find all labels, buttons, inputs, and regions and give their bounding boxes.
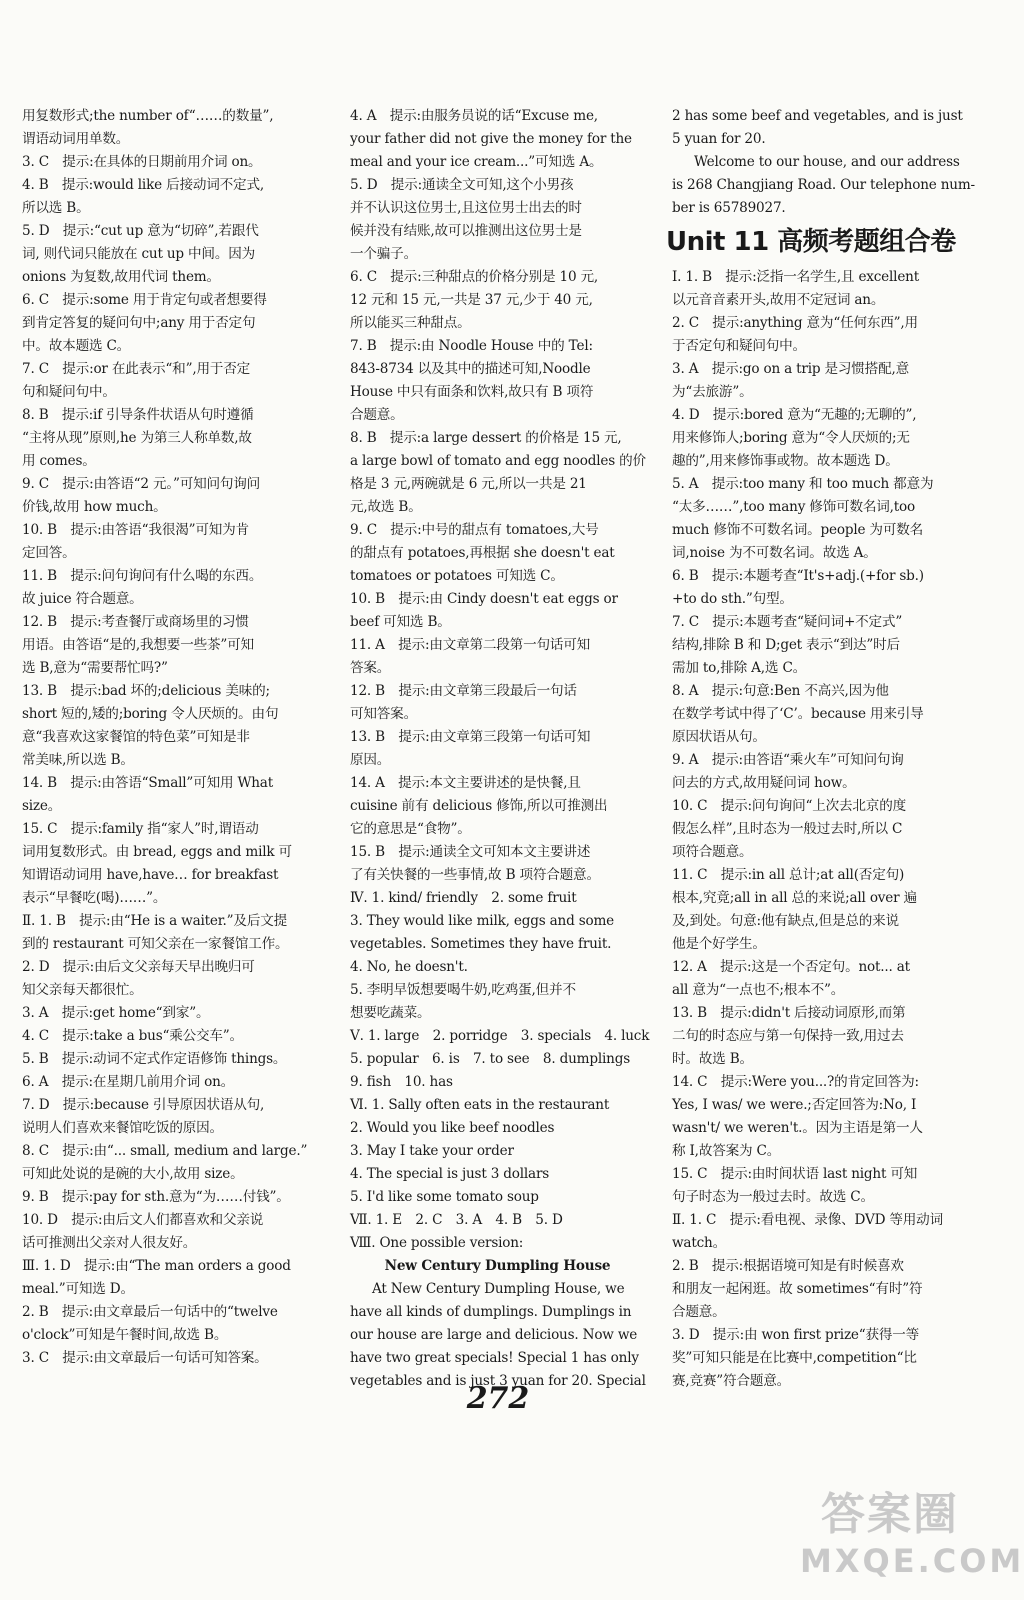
col3-line: 4. D 提示:bored 意为“无趣的;无聊的”, <box>672 407 917 423</box>
col3-line: 于否定句和疑问句中。 <box>672 338 806 354</box>
col1-line: meal.”可知选 D。 <box>22 1281 134 1297</box>
col1-line: 8. C 提示:由“... small, medium and large.” <box>22 1143 308 1159</box>
col1-line: 3. A 提示:get home“到家”。 <box>22 1005 210 1021</box>
col3-line: 问去的方式,故用疑问词 how。 <box>672 775 856 791</box>
col2-line: 3. They would like milk, eggs and some <box>350 913 614 929</box>
col3-line: 项符合题意。 <box>672 844 753 860</box>
col1-line: 9. C 提示:由答语“2 元。”可知问句询问 <box>22 476 261 492</box>
col2-line: 候并没有结账,故可以推测出这位男士是 <box>350 223 582 239</box>
essay-line: have two great specials! Special 1 has only <box>350 1350 639 1366</box>
col2-line: 4. The special is just 3 dollars <box>350 1166 550 1182</box>
watermark-logo <box>800 1488 1024 1588</box>
col2-line: 答案。 <box>350 660 391 676</box>
col2-line: 2. Would you like beef noodles <box>350 1120 555 1136</box>
col1-line: 用 comes。 <box>22 453 96 469</box>
col2-line: 10. B 提示:由 Cindy doesn't eat eggs or <box>350 591 618 607</box>
col1-line: 选 B,意为“需要帮忙吗?” <box>22 660 168 676</box>
col3-line: 及,到处。句意:他有缺点,但是总的来说 <box>672 913 899 929</box>
col1-line: 7. C 提示:or 在此表示“和”,用于否定 <box>22 361 251 377</box>
col1-line: 可知此处说的是碗的大小,故用 size。 <box>22 1166 244 1182</box>
col1-line: 故 juice 符合题意。 <box>22 591 143 607</box>
col2-line: 11. A 提示:由文章第二段第一句话可知 <box>350 637 591 653</box>
col1-line: 表示“早餐吃(喝)……”。 <box>22 890 167 906</box>
col3-line: 12. A 提示:这是一个否定句。not... at <box>672 959 910 975</box>
essay-line: 5 yuan for 20. <box>672 131 766 147</box>
col2-line: Ⅵ. 1. Sally often eats in the restaurant <box>350 1097 610 1113</box>
essay-line: 2 has some beef and vegetables, and is just <box>672 108 963 124</box>
col2-line: 5. 李明早饭想要喝牛奶,吃鸡蛋,但并不 <box>350 982 576 998</box>
col1-line: 6. C 提示:some 用于肯定句或者想要得 <box>22 292 267 308</box>
col1-line: 7. D 提示:because 引导原因状语从句, <box>22 1097 265 1113</box>
col2-line: beef 可知选 B。 <box>350 614 451 630</box>
col2-line: 了有关快餐的一些事情,故 B 项符合题意。 <box>350 867 600 883</box>
answer-column-right <box>666 105 976 1393</box>
col1-line: 2. B 提示:由文章最后一句话中的“twelve <box>22 1304 278 1320</box>
col3-line: 15. C 提示:由时间状语 last night 可知 <box>672 1166 918 1182</box>
col2-line: 原因。 <box>350 752 391 768</box>
col2-line: 13. B 提示:由文章第三段第一句话可知 <box>350 729 591 745</box>
col2-line: 格是 3 元,两碗就是 6 元,所以一共是 21 <box>350 476 587 492</box>
col2-line: 9. fish 10. has <box>350 1074 453 1090</box>
col1-line: 用语。由答语“是的,我想要一些茶”可知 <box>22 637 254 653</box>
col3-line: 根本,究竟;all in all 总的来说;all over 遍 <box>672 890 917 906</box>
col1-line: 价钱,故用 how much。 <box>22 499 167 515</box>
col1-line: 15. C 提示:family 指“家人”时,谓语动 <box>22 821 259 837</box>
col3-line: 为“去旅游”。 <box>672 384 753 400</box>
col1-line: 知谓语动词用 have,have… for breakfast <box>22 867 279 883</box>
col1-line: 定回答。 <box>22 545 76 561</box>
essay-line: At New Century Dumpling House, we <box>372 1281 625 1297</box>
unit-heading: Unit 11 高频考题组合卷 <box>666 227 956 257</box>
watermark-text: 答案圈 <box>821 1489 959 1540</box>
essay-paragraph-end <box>672 174 976 220</box>
col3-line: 3. A 提示:go on a trip 是习惯搭配,意 <box>672 361 909 377</box>
col3-line: 他是个好学生。 <box>672 936 766 952</box>
col1-line: Ⅲ. 1. D 提示:由“The man orders a good <box>22 1258 291 1274</box>
essay-line: have all kinds of dumplings. Dumplings in <box>350 1304 632 1320</box>
middle-answer-lines <box>350 105 650 1255</box>
watermark-url: MXQE.COM <box>800 1542 1024 1580</box>
col1-line: 意“我喜欢这家餐馆的特色菜”可知是非 <box>22 729 250 745</box>
col1-line: 知父亲每天都很忙。 <box>22 982 143 998</box>
col3-line: 趣的”,用来修饰事或物。故本题选 D。 <box>672 453 899 469</box>
essay-title: New Century Dumpling House <box>384 1258 611 1274</box>
col3-line: 在数学考试中得了‘C’。because 用来引导 <box>672 706 924 722</box>
col3-line: 需加 to,排除 A,选 C。 <box>672 660 807 676</box>
col3-line: 9. A 提示:由答语“乘火车”可知问句询 <box>672 752 904 768</box>
essay-line: our house are large and delicious. Now we <box>350 1327 638 1343</box>
col3-line: 二句的时态应与第一句保持一致,用过去 <box>672 1028 904 1044</box>
col1-line: 词, 则代词只能放在 cut up 中间。因为 <box>22 246 256 262</box>
col1-line: 中。故本题选 C。 <box>22 338 131 354</box>
essay-line: ber is 65789027. <box>672 200 786 216</box>
essay-line: is 268 Changjiang Road. Our telephone num- <box>672 177 975 193</box>
col2-line: 可知答案。 <box>350 706 417 722</box>
col3-line: 合题意。 <box>672 1304 726 1320</box>
col2-line: 5. popular 6. is 7. to see 8. dumplings <box>350 1051 630 1067</box>
unit11-answer-lines <box>672 266 976 1393</box>
col2-line: vegetables. Sometimes they have fruit. <box>350 936 612 952</box>
col2-line: 12. B 提示:由文章第三段最后一句话 <box>350 683 577 699</box>
essay-paragraph-start <box>672 151 976 174</box>
col2-line: 6. C 提示:三种甜点的价格分别是 10 元, <box>350 269 599 285</box>
col2-line: 的甜点有 potatoes,再根据 she doesn't eat <box>350 545 615 561</box>
col2-line: a large bowl of tomato and egg noodles 的价 <box>350 453 646 469</box>
col3-line: 3. D 提示:由 won first prize“获得一等 <box>672 1327 920 1343</box>
col3-line: watch。 <box>672 1235 726 1251</box>
col1-line: o'clock”可知是午餐时间,故选 B。 <box>22 1327 228 1343</box>
col3-line: 8. A 提示:句意:Ben 不高兴,因为他 <box>672 683 889 699</box>
col1-line: 到的 restaurant 可知父亲在一家餐馆工作。 <box>22 936 289 952</box>
col1-line: 6. A 提示:在星期几前用介词 on。 <box>22 1074 235 1090</box>
col2-line: meal and your ice cream...”可知选 A。 <box>350 154 603 170</box>
col1-line: 11. B 提示:问句询问有什么喝的东西。 <box>22 568 263 584</box>
col3-line: 原因状语从句。 <box>672 729 766 745</box>
col3-line: 赛,竞赛”符合题意。 <box>672 1373 791 1389</box>
col3-line: +to do sth.”句型。 <box>672 591 793 607</box>
col2-line: 843-8734 以及其中的描述可知,Noodle <box>350 361 591 377</box>
col1-line: 13. B 提示:bad 坏的;delicious 美味的; <box>22 683 270 699</box>
col1-line: 10. D 提示:由后文人们都喜欢和父亲说 <box>22 1212 264 1228</box>
col1-line: 词用复数形式。由 bread, eggs and milk 可 <box>22 844 292 860</box>
col2-line: 所以能买三种甜点。 <box>350 315 471 331</box>
col3-line: 时。故选 B。 <box>672 1051 753 1067</box>
col1-line: size。 <box>22 798 62 814</box>
col2-line: 并不认识这位男士,且这位男士出去的时 <box>350 200 582 216</box>
col3-line: 以元音音素开头,故用不定冠词 an。 <box>672 292 885 308</box>
col2-line: 7. B 提示:由 Noodle House 中的 Tel: <box>350 338 593 354</box>
col3-line: 7. C 提示:本题考查“疑问词+不定式” <box>672 614 903 630</box>
essay-body <box>350 1278 645 1393</box>
col1-line: 用复数形式;the number of“……的数量”, <box>22 108 274 124</box>
col1-line: 谓语动词用单数。 <box>22 131 130 147</box>
col2-line: 一个骗子。 <box>350 246 417 262</box>
col3-line: “太多……”,too many 修饰可数名词,too <box>672 499 916 515</box>
col3-line: 11. C 提示:in all 总计;at all(否定句) <box>672 867 905 883</box>
col1-line: 句和疑问句中。 <box>22 384 116 400</box>
col3-line: Yes, I was/ we were.;否定回答为:No, I <box>672 1097 917 1113</box>
col2-line: 8. B 提示:a large dessert 的价格是 15 元, <box>350 430 622 446</box>
col3-line: Ⅰ. 1. B 提示:泛指一名学生,且 excellent <box>672 269 919 285</box>
col1-line: 常美味,所以选 B。 <box>22 752 134 768</box>
answer-column-middle <box>350 105 650 1393</box>
col2-line: 5. D 提示:通读全文可知,这个小男孩 <box>350 177 574 193</box>
essay-line: Welcome to our house, and our address <box>694 154 960 170</box>
col2-line: 它的意思是“食物”。 <box>350 821 471 837</box>
col2-line: House 中只有面条和饮料,故只有 B 项符 <box>350 384 594 400</box>
col3-line: 奖”可知只能是在比赛中,competition“比 <box>672 1350 917 1366</box>
col1-line: 所以选 B。 <box>22 200 90 216</box>
col2-line: Ⅷ. One possible version: <box>350 1235 524 1251</box>
col3-line: 14. C 提示:Were you...?的肯定回答为: <box>672 1074 919 1090</box>
col3-line: 5. A 提示:too many 和 too much 都意为 <box>672 476 934 492</box>
col3-line: 2. B 提示:根据语境可知是有时候喜欢 <box>672 1258 904 1274</box>
col1-line: Ⅱ. 1. B 提示:由“He is a waiter.”及后文提 <box>22 913 288 929</box>
col2-line: your father did not give the money for the <box>350 131 632 147</box>
col3-line: 句子时态为一般过去时。故选 C。 <box>672 1189 874 1205</box>
essay-continuation <box>672 105 976 151</box>
col1-line: onions 为复数,故用代词 them。 <box>22 269 220 285</box>
col2-line: 14. A 提示:本文主要讲述的是快餐,且 <box>350 775 581 791</box>
col1-line: 说明人们喜欢来餐馆吃饭的原因。 <box>22 1120 223 1136</box>
col1-line: 4. C 提示:take a bus“乘公交车”。 <box>22 1028 243 1044</box>
col1-line: 10. B 提示:由答语“我很渴”可知为肯 <box>22 522 249 538</box>
col1-line: “主将从现”原则,he 为第三人称单数,故 <box>22 430 252 446</box>
col1-line: 5. B 提示:动词不定式作定语修饰 things。 <box>22 1051 287 1067</box>
col2-line: 9. C 提示:中号的甜点有 tomatoes,大号 <box>350 522 599 538</box>
col1-line: 3. C 提示:在具体的日期前用介词 on。 <box>22 154 262 170</box>
col2-line: tomatoes or potatoes 可知选 C。 <box>350 568 564 584</box>
col2-line: 4. A 提示:由服务员说的话“Excuse me, <box>350 108 598 124</box>
col3-line: 13. B 提示:didn't 后接动词原形,而第 <box>672 1005 906 1021</box>
col1-line: 4. B 提示:would like 后接动词不定式, <box>22 177 264 193</box>
col3-line: wasn't/ we weren't.。因为主语是第一人 <box>672 1120 923 1136</box>
page-number: 272 <box>466 1381 530 1416</box>
col3-line: 10. C 提示:问句询问“上次去北京的度 <box>672 798 906 814</box>
col2-line: 3. May I take your order <box>350 1143 514 1159</box>
col3-line: 称 I,故答案为 C。 <box>672 1143 781 1159</box>
col3-line: 用来修饰人;boring 意为“令人厌烦的;无 <box>672 430 910 446</box>
col2-line: 合题意。 <box>350 407 404 423</box>
col3-line: Ⅱ. 1. C 提示:看电视、录像、DVD 等用动词 <box>672 1212 943 1228</box>
col2-line: 12 元和 15 元,一共是 37 元,少于 40 元, <box>350 292 593 308</box>
col1-line: 8. B 提示:if 引导条件状语从句时遵循 <box>22 407 254 423</box>
col1-line: 2. D 提示:由后文父亲每天早出晚归可 <box>22 959 255 975</box>
col2-line: Ⅴ. 1. large 2. porridge 3. specials 4. luck <box>350 1028 650 1044</box>
essay-line: vegetables and is just 3 yuan for 20. Special <box>350 1373 646 1389</box>
answer-column-left <box>22 105 332 1370</box>
col2-line: Ⅶ. 1. E 2. C 3. A 4. B 5. D <box>350 1212 563 1228</box>
col1-line: 9. B 提示:pay for sth.意为“为……付钱”。 <box>22 1189 290 1205</box>
col2-line: 想要吃蔬菜。 <box>350 1005 431 1021</box>
col1-line: 14. B 提示:由答语“Small”可知用 What <box>22 775 273 791</box>
col1-line: 5. D 提示:“cut up 意为“切碎”,若跟代 <box>22 223 259 239</box>
col3-line: 词,noise 为不可数名词。故选 A。 <box>672 545 877 561</box>
col2-line: 5. I'd like some tomato soup <box>350 1189 539 1205</box>
col1-line: 话可推测出父亲对人很友好。 <box>22 1235 197 1251</box>
col3-line: all 意为“一点也不;根本不”。 <box>672 982 845 998</box>
col1-line: 12. B 提示:考查餐厅或商场里的习惯 <box>22 614 249 630</box>
col1-line: 3. C 提示:由文章最后一句话可知答案。 <box>22 1350 268 1366</box>
col3-line: much 修饰不可数名词。people 为可数名 <box>672 522 924 538</box>
col2-line: Ⅳ. 1. kind/ friendly 2. some fruit <box>350 890 577 906</box>
col1-line: short 短的,矮的;boring 令人厌烦的。由句 <box>22 706 279 722</box>
col2-line: 15. B 提示:通读全文可知本文主要讲述 <box>350 844 591 860</box>
col3-line: 6. B 提示:本题考查“It's+adj.(+for sb.) <box>672 568 924 584</box>
col3-line: 结构,排除 B 和 D;get 表示“到达”时后 <box>672 637 900 653</box>
col2-line: cuisine 前有 delicious 修饰,所以可推测出 <box>350 798 608 814</box>
col2-line: 元,故选 B。 <box>350 499 422 515</box>
col2-line: 4. No, he doesn't. <box>350 959 468 975</box>
col3-line: 和朋友一起闲逛。故 sometimes“有时”符 <box>672 1281 923 1297</box>
col1-line: 到肯定答复的疑问句中;any 用于否定句 <box>22 315 256 331</box>
col3-line: 2. C 提示:anything 意为“任何东西”,用 <box>672 315 918 331</box>
col3-line: 假怎么样”,且时态为一般过去时,所以 C <box>672 821 903 837</box>
